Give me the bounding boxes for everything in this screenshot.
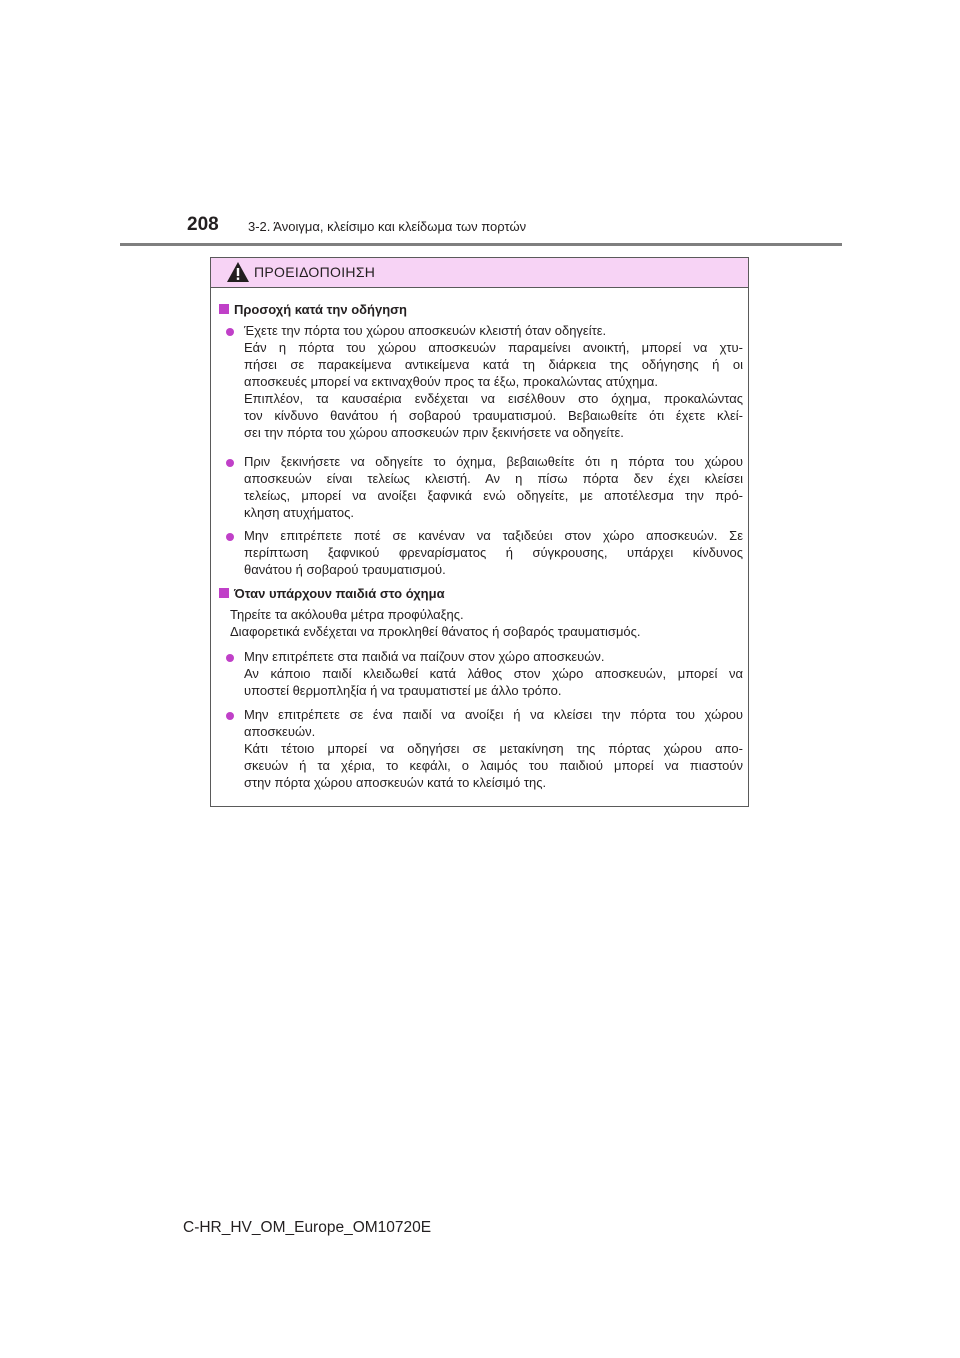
warning-triangle-icon [226, 261, 250, 283]
bullet-text: Πριν ξεκινήσετε να οδηγείτε το όχημα, βεβαιωθείτε ότι η πόρτα του χώρου αποσκευών είναι τελείως κλειστή. Αν η πίσω πόρτα δεν έχει κλείσει τελείως, μπορεί να ανοίξει ξαφνικά ενώ οδηγείτε, με αποτέλεσμα την πρό- κληση ατυχήματος. [244, 454, 743, 520]
footer-doc-code: C-HR_HV_OM_Europe_OM10720E [183, 1219, 432, 1236]
square-bullet-icon [219, 588, 229, 598]
bullet-dot-icon [226, 712, 234, 720]
bullet-dot-icon [226, 328, 234, 336]
section-heading-driving: Προσοχή κατά την οδήγηση [219, 302, 407, 317]
bullet-dot-icon [226, 654, 234, 662]
warning-box [210, 257, 749, 807]
bullet-text: Μην επιτρέπετε στα παιδιά να παίζουν στον χώρο αποσκευών. Αν κάποιο παιδί κλειδωθεί κατά λάθος στον χώρο αποσκευών, μπορεί να υποστεί θερμοπληξία ή να τραυματιστεί με άλλο τρόπο. [244, 649, 743, 698]
section-heading-children: Όταν υπάρχουν παιδιά στο όχημα [219, 586, 445, 601]
warning-header [211, 258, 748, 288]
bullet-text: Μην επιτρέπετε ποτέ σε κανέναν να ταξιδεύει στον χώρο αποσκευών. Σε περίπτωση ξαφνικού φρεναρίσματος ή σύγκρουσης, υπάρχει κίνδυνος θανάτου ή σοβαρού τραυματισμού. [244, 528, 743, 577]
bullet-dot-icon [226, 533, 234, 541]
bullet-text: Έχετε την πόρτα του χώρου αποσκευών κλειστή όταν οδηγείτε. Εάν η πόρτα του χώρου αποσκευών παραμείνει ανοικτή, μπορεί να χτυ- πήσει σε παρακείμενα αντικείμενα κατά τη διάρκεια της οδήγησης ή οι αποσκευές μπορεί να εκτιναχθούν προς τα έξω, προκαλώντας ατύχημα. Επιπλέον, τα καυσαέρια ενδέχεται να εισέλθουν στο όχημα, προκαλώντας τον κίνδυνο θανάτου ή σοβαρού τραυματισμού. Βεβαιωθείτε ότι έχετε κλεί- σει την πόρτα του χώρου αποσκευών πριν ξεκινήσετε να οδηγείτε. [244, 323, 743, 440]
section-title: 3-2. Άνοιγμα, κλείσιμο και κλείδωμα των πορτών [248, 219, 527, 234]
bullet-text: Μην επιτρέπετε σε ένα παιδί να ανοίξει ή να κλείσει την πόρτα του χώρου αποσκευών. Κάτι τέτοιο μπορεί να οδηγήσει σε μετακίνηση της πόρτας χώρου απο- σκευών ή τα χέρια, το κεφάλι, ο λαιμός του παιδιού μπορεί να πιαστούν στην πόρτα χώρου αποσκευών κατά το κλείσιμό της. [244, 707, 743, 790]
bullet-dot-icon [226, 459, 234, 467]
square-bullet-icon [219, 304, 229, 314]
warning-title: ΠΡΟΕΙΔΟΠΟΙΗΣΗ [254, 264, 376, 280]
intro-text: Τηρείτε τα ακόλουθα μέτρα προφύλαξης. Διαφορετικά ενδέχεται να προκληθεί θάνατος ή σοβαρός τραυματισμός. [230, 607, 641, 639]
page-number: 208 [187, 214, 219, 235]
header-rule [120, 243, 842, 246]
